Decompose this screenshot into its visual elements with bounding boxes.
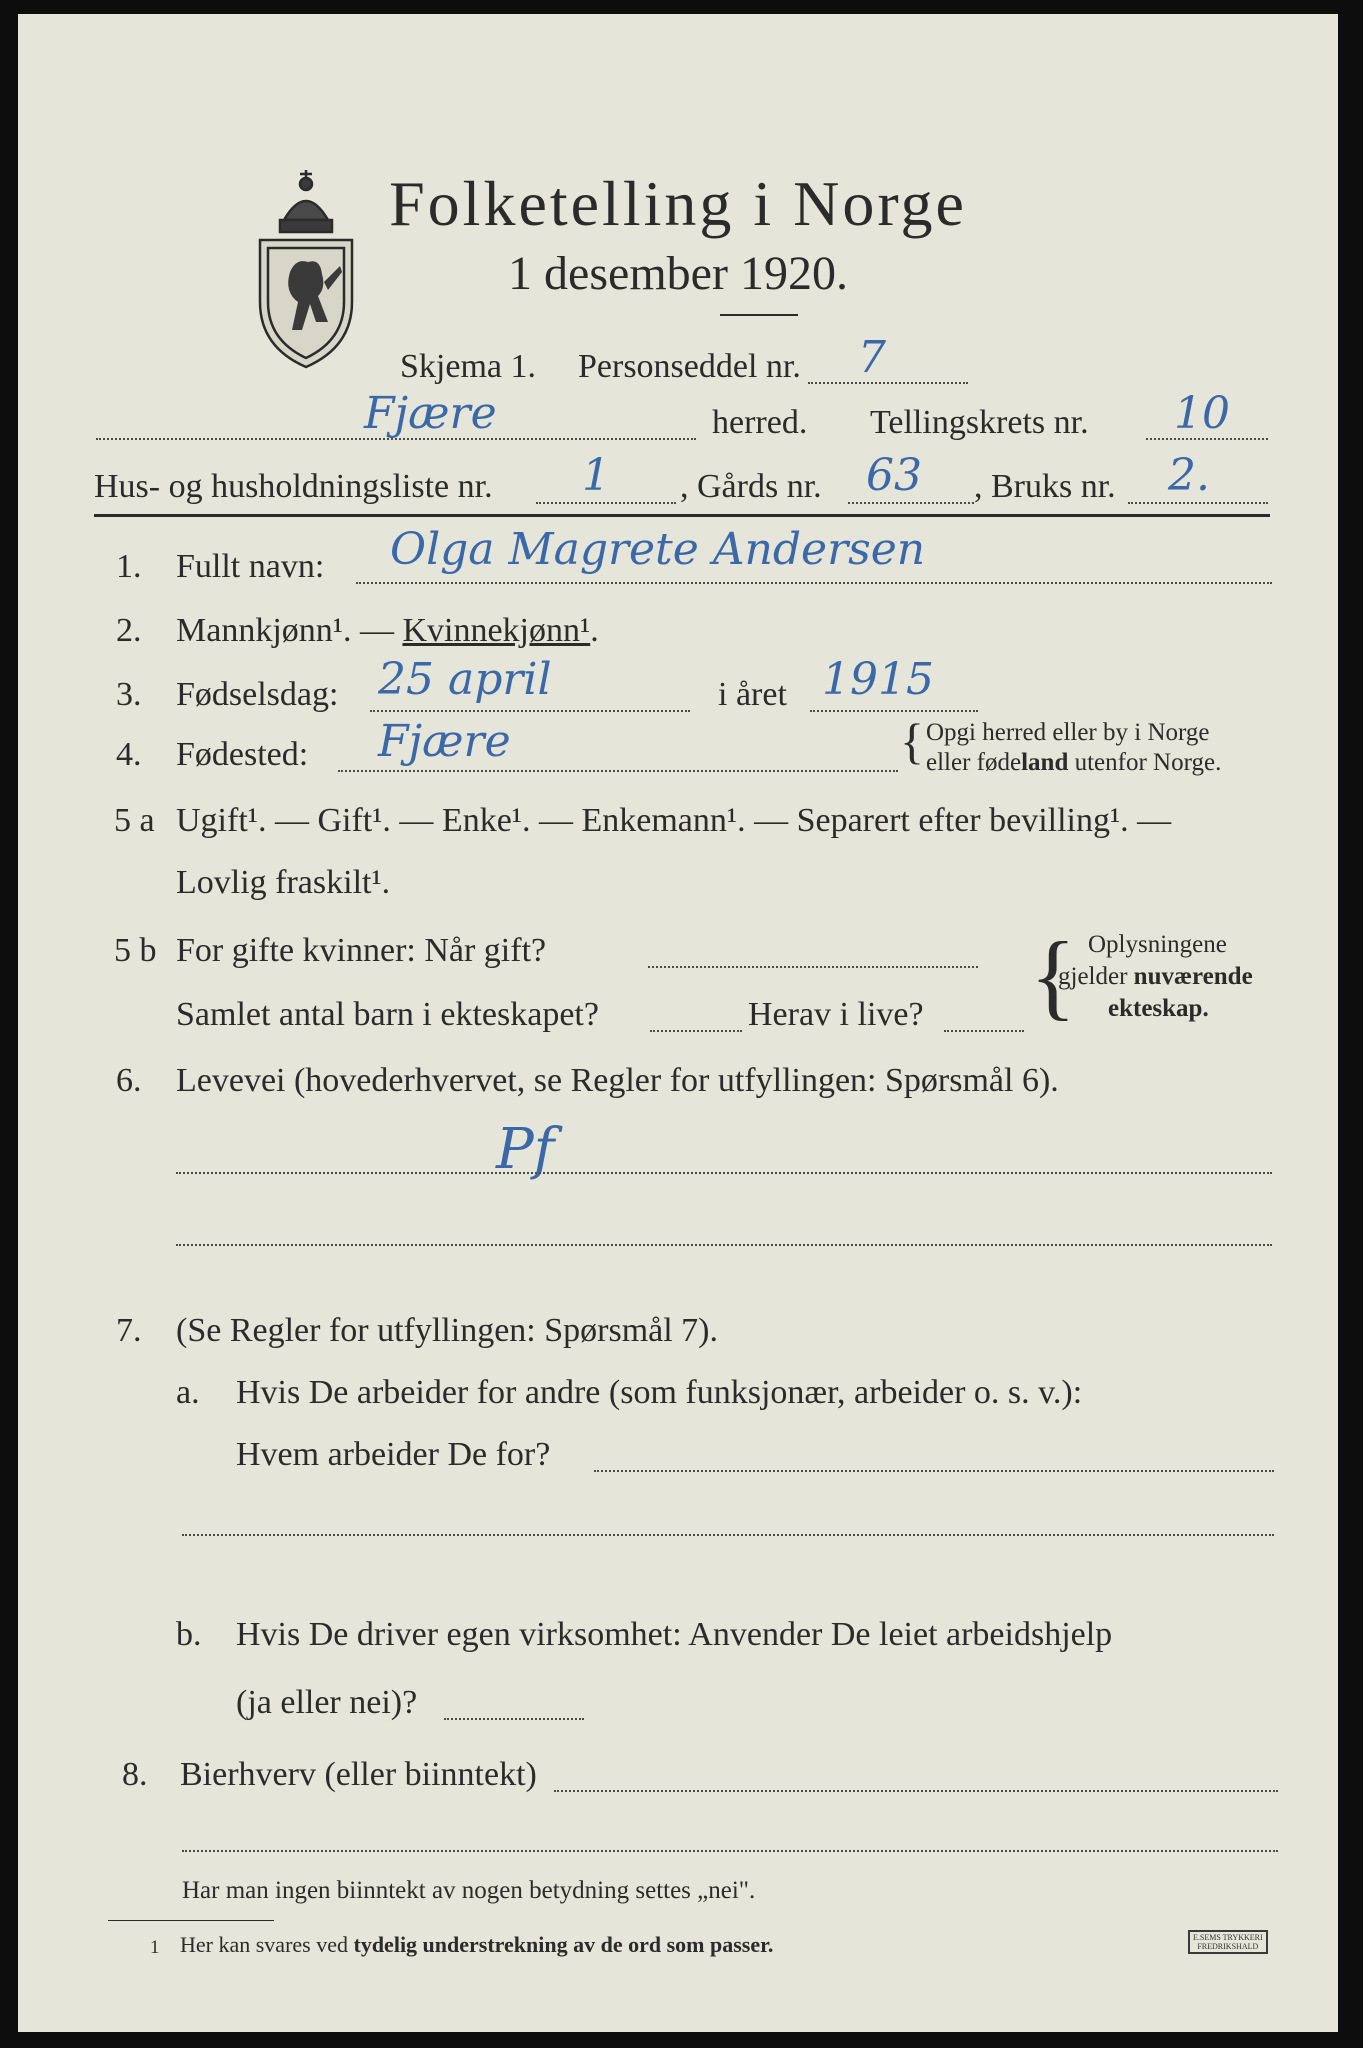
hired-help-field[interactable] — [444, 1718, 584, 1720]
q3-label: Fødselsdag: — [176, 676, 339, 713]
birthplace-note-line2: eller fødeland utenfor Norge. — [926, 749, 1222, 776]
footnote-marker: 1 — [150, 1937, 160, 1958]
employer-field[interactable] — [594, 1470, 1274, 1472]
q4-label: Fødested: — [176, 736, 309, 773]
herred-label: herred. — [712, 404, 808, 441]
personseddel-label: Personseddel nr. — [578, 348, 801, 385]
form-title: Folketelling i Norge — [389, 168, 967, 239]
q6-number: 6. — [116, 1062, 142, 1099]
marriage-note-line3: ekteskap. — [1108, 995, 1209, 1022]
q7b-line2: (ja eller nei)? — [236, 1684, 418, 1721]
side-income-note: Har man ingen biinntekt av nogen betydning settes „nei". — [182, 1877, 756, 1904]
q7a-line2: Hvem arbeider De for? — [236, 1436, 551, 1473]
q5a-number: 5 a — [114, 802, 155, 839]
q7-number: 7. — [116, 1312, 142, 1349]
skjema-label: Skjema 1. — [400, 348, 536, 385]
mannkjonn-option[interactable]: Mannkjønn¹. — [176, 612, 352, 649]
brace: { — [900, 713, 924, 769]
q8-label: Bierhverv (eller biinntekt) — [180, 1756, 537, 1793]
hus-label: Hus- og husholdningsliste nr. — [94, 468, 493, 505]
marriage-note-line2: gjelder nuværende — [1058, 963, 1253, 990]
footnote-text: Her kan svares ved tydelig understrekning av de ord som passer. — [180, 1932, 774, 1957]
children-count-label: Samlet antal barn i ekteskapet? — [176, 996, 599, 1033]
q4-number: 4. — [116, 736, 142, 773]
birthplace-note-line1: Opgi herred eller by i Norge — [926, 719, 1210, 746]
q1-label: Fullt navn: — [176, 548, 325, 585]
q8-number: 8. — [122, 1756, 148, 1793]
title-divider — [720, 314, 798, 316]
gender-options: Mannkjønn¹. — Kvinnekjønn¹. — [176, 612, 599, 649]
printer-stamp: E.SEMS TRYKKERI FREDRIKSHALD — [1188, 1930, 1268, 1954]
bruks-value[interactable]: 2. — [1168, 450, 1210, 501]
q3-number: 3. — [116, 676, 142, 713]
census-form: Folketelling i Norge 1 desember 1920. Skjema 1. Personseddel nr. 7 Fjære herred. Tellingskrets nr. 10 Hus- og husholdningsliste nr. 1 , Gårds nr. 63 , Bruks nr. 2. 1. Fullt navn: Olga Magrete Andersen 2. Mannkjønn¹. — Kvinnekjønn¹. 3. Fødselsdag: 25 april i året 1915 4. Fødested: Fjære { Opgi herred eller by i Norge eller fødeland utenfor Norge. 5 a Ugift¹. — Gift¹. — Enke¹. — Enkemann¹. — Separert efter bevilling¹. — Lovlig fraskilt¹. 5 b For gifte kvinner: Når gift? Samlet antal barn i ekteskapet? Herav i live? { Oplysningene gjelder nuværende ekteskap. 6. Levevei (hovederhvervet, se Regler for utfyllingen: Spørsmål 6). Pf 7. (Se Regler for utfyllingen: Spørsmål 7). a. Hvis De arbeider for andre (som funksjonær, arbeider o. s. v.): Hvem arbeider De for? b. Hvis De driver egen virksomhet: Anvender De leiet arbeidshjelp (ja eller nei)? 8. Bierhverv (eller biinntekt) Har man ingen biinntekt av nogen betydning settes „nei". 1 Her kan svares ved tydelig understrekning av de ord som passer. E.SEMS TRYKKERI FREDRIKSHALD — [18, 14, 1338, 2032]
q2-number: 2. — [116, 612, 142, 649]
herred-value[interactable]: Fjære — [364, 388, 497, 439]
marriage-note-line1: Oplysningene — [1088, 931, 1227, 958]
when-married-label: For gifte kvinner: Når gift? — [176, 932, 547, 969]
q7a-letter: a. — [176, 1374, 200, 1411]
birthplace-value[interactable]: Fjære — [378, 716, 511, 767]
kvinnekjonn-option-selected[interactable]: Kvinnekjønn¹ — [402, 612, 591, 649]
side-income-field[interactable] — [554, 1790, 1278, 1792]
birth-year-value[interactable]: 1915 — [822, 654, 934, 705]
q7b-line1: Hvis De driver egen virksomhet: Anvender De leiet arbeidshjelp — [236, 1616, 1113, 1653]
marital-status-divorced[interactable]: Lovlig fraskilt¹. — [176, 864, 391, 901]
header-rule — [94, 514, 1270, 517]
q1-number: 1. — [116, 548, 142, 585]
personseddel-value[interactable]: 7 — [858, 332, 886, 383]
q7a-line1: Hvis De arbeider for andre (som funksjonær, arbeider o. s. v.): — [236, 1374, 1083, 1411]
birthday-value[interactable]: 25 april — [378, 654, 552, 705]
year-label: i året — [718, 676, 787, 713]
q7b-letter: b. — [176, 1616, 202, 1653]
full-name-value[interactable]: Olga Magrete Andersen — [390, 524, 926, 575]
alive-count-label: Herav i live? — [748, 996, 924, 1033]
bruks-label: , Bruks nr. — [974, 468, 1116, 505]
q7-label: (Se Regler for utfyllingen: Spørsmål 7). — [176, 1312, 719, 1349]
q5b-number: 5 b — [114, 932, 157, 969]
tellingskrets-value[interactable]: 10 — [1174, 388, 1230, 439]
q6-label: Levevei (hovederhvervet, se Regler for utfyllingen: Spørsmål 6). — [176, 1062, 1059, 1099]
hus-value[interactable]: 1 — [582, 450, 610, 501]
occupation-value[interactable]: Pf — [496, 1117, 555, 1182]
tellingskrets-label: Tellingskrets nr. — [870, 404, 1089, 441]
form-subtitle: 1 desember 1920. — [508, 247, 848, 300]
marital-status-options[interactable]: Ugift¹. — Gift¹. — Enke¹. — Enkemann¹. — Separert efter bevilling¹. — — [176, 802, 1172, 839]
gards-label: , Gårds nr. — [680, 468, 822, 505]
gards-value[interactable]: 63 — [866, 450, 922, 501]
